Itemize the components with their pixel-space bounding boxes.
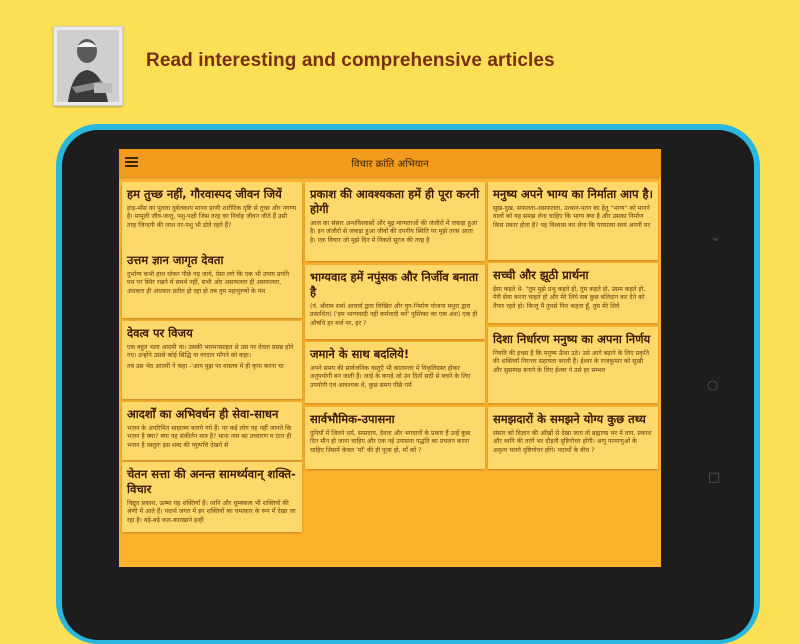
article-title: सच्ची और झूठी प्रार्थना <box>493 268 589 282</box>
article-excerpt: अपने समय की सार्वजनिक वस्तुएँ भी कालान्तर में विकृतिग्रस्त होकर अनुपयोगी बन जाती हैं। जाड़े के कपड़े जो उन दिनों सर्दी से बचने के लिए उपयोगी एवं आवश्यक थे, कुछ समय पीछे गर्म <box>310 365 471 389</box>
article-excerpt: नियति की इच्छा है कि मनुष्य ऊँचा उठे। उसे आगे बढ़ाने के लिए प्रकृति की शक्तियाँ निरन्तर सहायता करती हैं। ईश्वर के राजकुमार को सुखी और सुसम्पन्न बनाने के लिए ईश्वर ने उसे हर सम्भव <box>493 350 650 374</box>
article-card[interactable] <box>488 263 658 323</box>
article-excerpt: विद्युत प्रकाश, ऊष्मा यह शक्तियाँ हैं। ध्वनि और चुम्बकत्व भी शक्तियों की श्रेणी में आते हैं। पदार्थ जगत में इन शक्तियों का चमत्कार के रूप में देखा जा रहा है। बड़े-बड़े कल-कारखाने इन्हीं <box>127 500 296 524</box>
article-excerpt: (पं. श्रीराम शर्मा आचार्य द्वारा लिखित और युग-निर्माण योजना मथुरा द्वारा प्रकाशित) ('हम भाग्यवादी नहीं कर्मवादी बनें' पुस्तिका का एक अंश) एक ही औषधि हर मर्ज पर, हर ? <box>310 303 478 327</box>
article-title: सार्वभौमिक-उपासना <box>310 412 395 426</box>
article-excerpt: दुनियाँ में जितने धर्म, सम्प्रदाय, देवता और भगवानों के प्रकार हैं उन्हें कुछ दिन मौन हो जाना चाहिए और एक नई उपासना पद्धति का प्रचलन करना चाहिए जिसमें केवल 'माँ' की ही पूजा हो, माँ को ? <box>310 430 471 454</box>
article-title: समझदारों के समझने योग्य कुछ तथ्य <box>493 412 646 426</box>
recents-nav-icon[interactable]: □ <box>708 470 721 485</box>
article-excerpt: दुर्भाग्य कभी हाथ धोकर पीछे पड़ जाये, ऐसा लगे कि एक भी उपाय प्रगति पथ पर स्थिर रखने में समर्थ नहीं, सभी ओर असफलता ही असफलता, अंधकार ही अंधकार प्रतीत हो रहा हो तब तुम महापुरुषों के पंथ <box>127 271 289 295</box>
article-title: उत्तम ज्ञान जागृत देवता <box>127 253 224 267</box>
article-title: भाग्यवाद हमें नपुंसक और निर्जीव बनाता है <box>310 270 479 299</box>
article-title: मनुष्य अपने भाग्य का निर्माता आप है। <box>493 187 654 201</box>
article-title: चेतन सत्ता की अनन्त सामर्थ्यवान् शक्ति-विचार <box>127 467 296 496</box>
back-nav-icon[interactable]: ⌄ <box>710 230 721 245</box>
article-excerpt: एक बहुत भला आदमी था। उसकी भलमनसाहत से उस पर देवता प्रसन्न होने गए। उन्होंने उससे कोई सिद्धि या वरदान माँगने को कहा। <box>127 344 294 360</box>
article-card[interactable] <box>305 407 485 469</box>
article-title: दिशा निर्धारण मनुष्य का अपना निर्णय <box>493 332 651 346</box>
tagline: Read interesting and comprehensive articles <box>146 50 555 71</box>
article-title: आदर्शों का अभिवर्धन ही सेवा-साधन <box>127 407 279 421</box>
article-title: देवत्व पर विजय <box>127 326 193 340</box>
article-card[interactable] <box>488 327 658 403</box>
article-card[interactable] <box>305 182 485 261</box>
app-screen <box>119 149 661 567</box>
article-card[interactable] <box>122 402 302 460</box>
article-title: प्रकाश की आवश्यकता हमें ही पूरा करनी होगी <box>310 187 480 216</box>
article-excerpt: तब उस भेद आदमी ने कहा -'आप मुझ पर वास्तव में ही कृपा करना चा <box>127 362 284 370</box>
article-excerpt: ईसा कहते थे- "तुम मुझे प्रभु कहते हो, तुम कहते हो, उसम कहते हो, मेरी सेवा करना चाहते हो और मेरे लिये सब कुछ बलिदान कर देने को तैयार रहते हो। किन्तु मैं तुमसे फिर कहता हूँ, तुम मेरे लिये <box>493 286 646 310</box>
article-excerpt: संसार को विज्ञान की आँखों से देखा जाय तो ब्रह्माण्ड भर में ताप, प्रकाश और ध्वनि की तरंगें भर दौड़ती दृष्टिगोचर होंगी। अणु परमाणुओं के अदृश्य चलते दृष्टिगोचर होंगे। पदार्थों के बीच ? <box>493 430 652 454</box>
article-card[interactable] <box>488 182 658 260</box>
app-title: विचार क्रांति अभियान <box>351 159 429 170</box>
article-title: जमाने के साथ बदलिये! <box>310 347 410 361</box>
article-excerpt: सुख-दुख, सफलता-असफलता, उत्थान-पतन का हेतु "भाग्य" को मानने वालों को यह समझ लेना चाहिए कि भाग्य क्या है और उसका निर्माण किस प्रकार होता है? यह विश्वास कर लेना कि परमात्मा स्वयं अपनी मर <box>493 205 651 229</box>
article-card[interactable] <box>305 342 485 403</box>
article-card[interactable] <box>122 248 302 318</box>
home-nav-icon[interactable]: ○ <box>707 378 719 393</box>
article-excerpt: आज का संसार अन्धविश्वासों और मूढ़ मान्यताओं की जंजीरों में जकड़ा हुआ है। इन जंजीरों से जकड़ा हुआ जीवों की दयनीय स्थिति पर मुझे तरस आता है। एक विचार जो मुझे दिन में निकले सूरज की तरह है <box>310 220 478 244</box>
article-card[interactable] <box>488 407 658 469</box>
article-card[interactable] <box>305 265 485 339</box>
article-card[interactable] <box>122 321 302 399</box>
author-portrait <box>53 26 123 106</box>
article-excerpt: भजन के अपरिमित माहात्म्य बताये गये हैं। पर कई लोग यह नहीं जानते कि भजन है क्या? क्या यह संकीर्तन मात्र है? माना नाम का उच्चारण व रटन ही भजन है वस्तुतः इस शब्द की व्युत्पत्ति देखने से <box>127 425 292 449</box>
article-excerpt: हाड़-माँस का पुतला दुर्बलकाय मानव प्राणी शारीरिक दृष्टि से तुच्छ और नगण्य है। मामूली जीव-जन्तु, पशु-पक्षी जिस तरह का निर्वाह जीवन जीते हैं उसी तरह जिन्दगी की लाश नर-पशु भी ढोते रहते हैं? <box>127 205 297 229</box>
article-title: हम तुच्छ नहीं, गौरवास्पद जीवन जियें <box>127 187 282 201</box>
article-card[interactable] <box>122 462 302 532</box>
app-bar <box>119 149 661 177</box>
